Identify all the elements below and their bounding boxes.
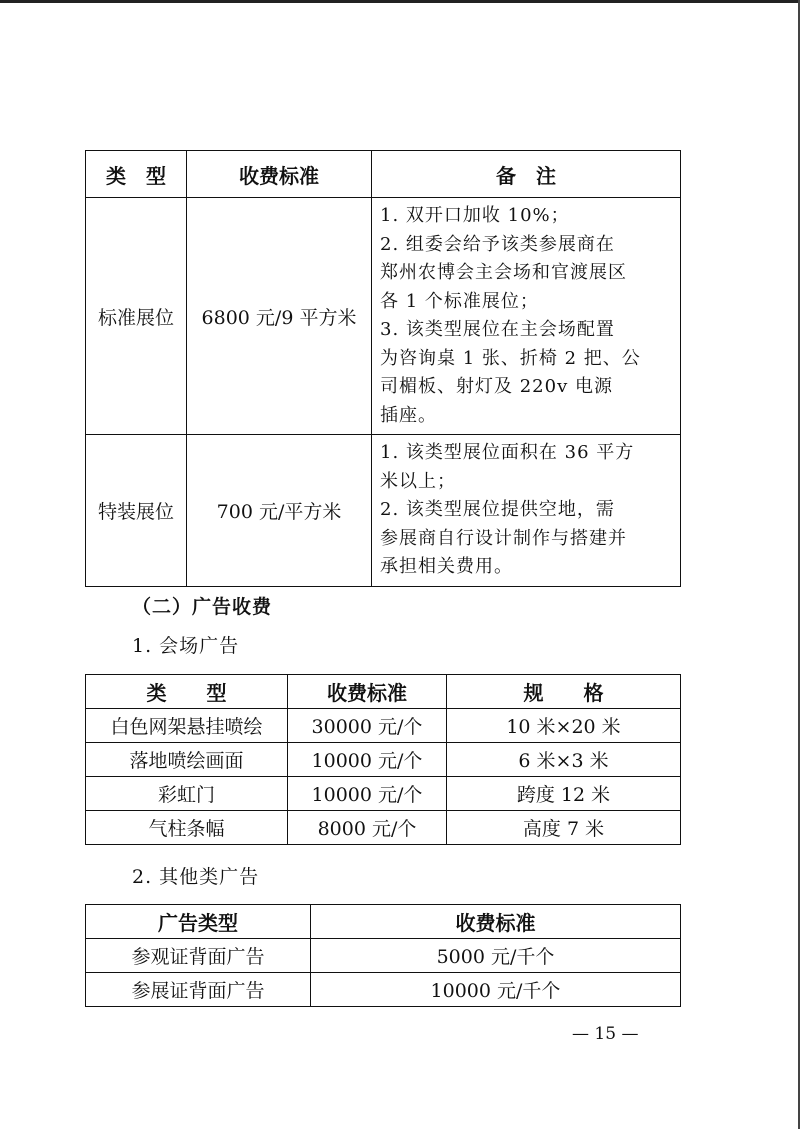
note-line: 米以上； bbox=[380, 470, 456, 492]
booth-fee: 700 元/平方米 bbox=[187, 435, 372, 587]
table-row bbox=[86, 973, 681, 1007]
ad-spec: 6 米×3 米 bbox=[447, 743, 681, 777]
subheading-venue-ads: 1. 会场广告 bbox=[132, 635, 240, 657]
booth-notes bbox=[372, 198, 681, 435]
header-fee: 收费标准 bbox=[187, 151, 372, 198]
top-border-line bbox=[0, 0, 800, 3]
table-row bbox=[86, 709, 681, 743]
ad-type: 参观证背面广告 bbox=[86, 939, 311, 973]
subheading-other-ads: 2. 其他类广告 bbox=[132, 866, 260, 888]
note-line: 1. 该类型展位面积在 36 平方 bbox=[380, 442, 635, 463]
booth-type: 标准展位 bbox=[86, 198, 187, 435]
note-line: 2. 该类型展位提供空地，需 bbox=[380, 499, 615, 520]
table-row bbox=[86, 777, 681, 811]
table-row bbox=[86, 743, 681, 777]
header-type: 类 型 bbox=[86, 675, 288, 709]
note-line: 2. 组委会给予该类参展商在 bbox=[380, 233, 615, 255]
ad-type: 气柱条幅 bbox=[86, 811, 288, 845]
ad-fee: 10000 元/个 bbox=[288, 743, 447, 777]
ad-fee: 30000 元/个 bbox=[288, 709, 447, 743]
table-row bbox=[86, 939, 681, 973]
ad-spec: 跨度 12 米 bbox=[447, 777, 681, 811]
ad-type: 彩虹门 bbox=[86, 777, 288, 811]
header-notes: 备 注 bbox=[372, 151, 681, 198]
header-ad-type: 广告类型 bbox=[86, 905, 311, 939]
note-line: 郑州农博会主会场和官渡展区 bbox=[380, 262, 627, 283]
ad-spec: 10 米×20 米 bbox=[447, 709, 681, 743]
note-line: 插座。 bbox=[380, 404, 437, 426]
ad-type: 落地喷绘画面 bbox=[86, 743, 288, 777]
venue-ad-table bbox=[85, 674, 681, 845]
ad-fee: 10000 元/个 bbox=[288, 777, 447, 811]
table-header-row bbox=[86, 151, 681, 198]
page-number: — 15 — bbox=[572, 1024, 639, 1044]
table-header-row bbox=[86, 905, 681, 939]
note-line: 承担相关费用。 bbox=[380, 556, 513, 577]
table-row bbox=[86, 435, 681, 587]
header-type: 类 型 bbox=[86, 151, 187, 198]
ad-spec: 高度 7 米 bbox=[447, 811, 681, 845]
table-row bbox=[86, 198, 681, 435]
ad-fee: 8000 元/个 bbox=[288, 811, 447, 845]
other-ad-table bbox=[85, 904, 681, 1007]
note-line: 1. 双开口加收 10%； bbox=[380, 205, 570, 226]
ad-type: 白色网架悬挂喷绘 bbox=[86, 709, 288, 743]
booth-type: 特装展位 bbox=[86, 435, 187, 587]
table-row bbox=[86, 811, 681, 845]
note-line: 各 1 个标准展位； bbox=[380, 290, 539, 312]
ad-type: 参展证背面广告 bbox=[86, 973, 311, 1007]
note-line: 为咨询桌 1 张、折椅 2 把、公 bbox=[380, 347, 641, 369]
booth-fee-table bbox=[85, 150, 681, 587]
ad-fee: 10000 元/千个 bbox=[311, 973, 681, 1007]
table-header-row bbox=[86, 675, 681, 709]
header-fee: 收费标准 bbox=[288, 675, 447, 709]
header-fee: 收费标准 bbox=[311, 905, 681, 939]
ad-fee: 5000 元/千个 bbox=[311, 939, 681, 973]
note-line: 司楣板、射灯及 220v 电源 bbox=[380, 376, 613, 397]
section-heading-ad-fees: （二）广告收费 bbox=[132, 596, 273, 618]
booth-notes bbox=[372, 435, 681, 587]
booth-fee: 6800 元/9 平方米 bbox=[187, 198, 372, 435]
header-spec: 规 格 bbox=[447, 675, 681, 709]
note-line: 参展商自行设计制作与搭建并 bbox=[380, 527, 627, 549]
note-line: 3. 该类型展位在主会场配置 bbox=[380, 319, 615, 340]
